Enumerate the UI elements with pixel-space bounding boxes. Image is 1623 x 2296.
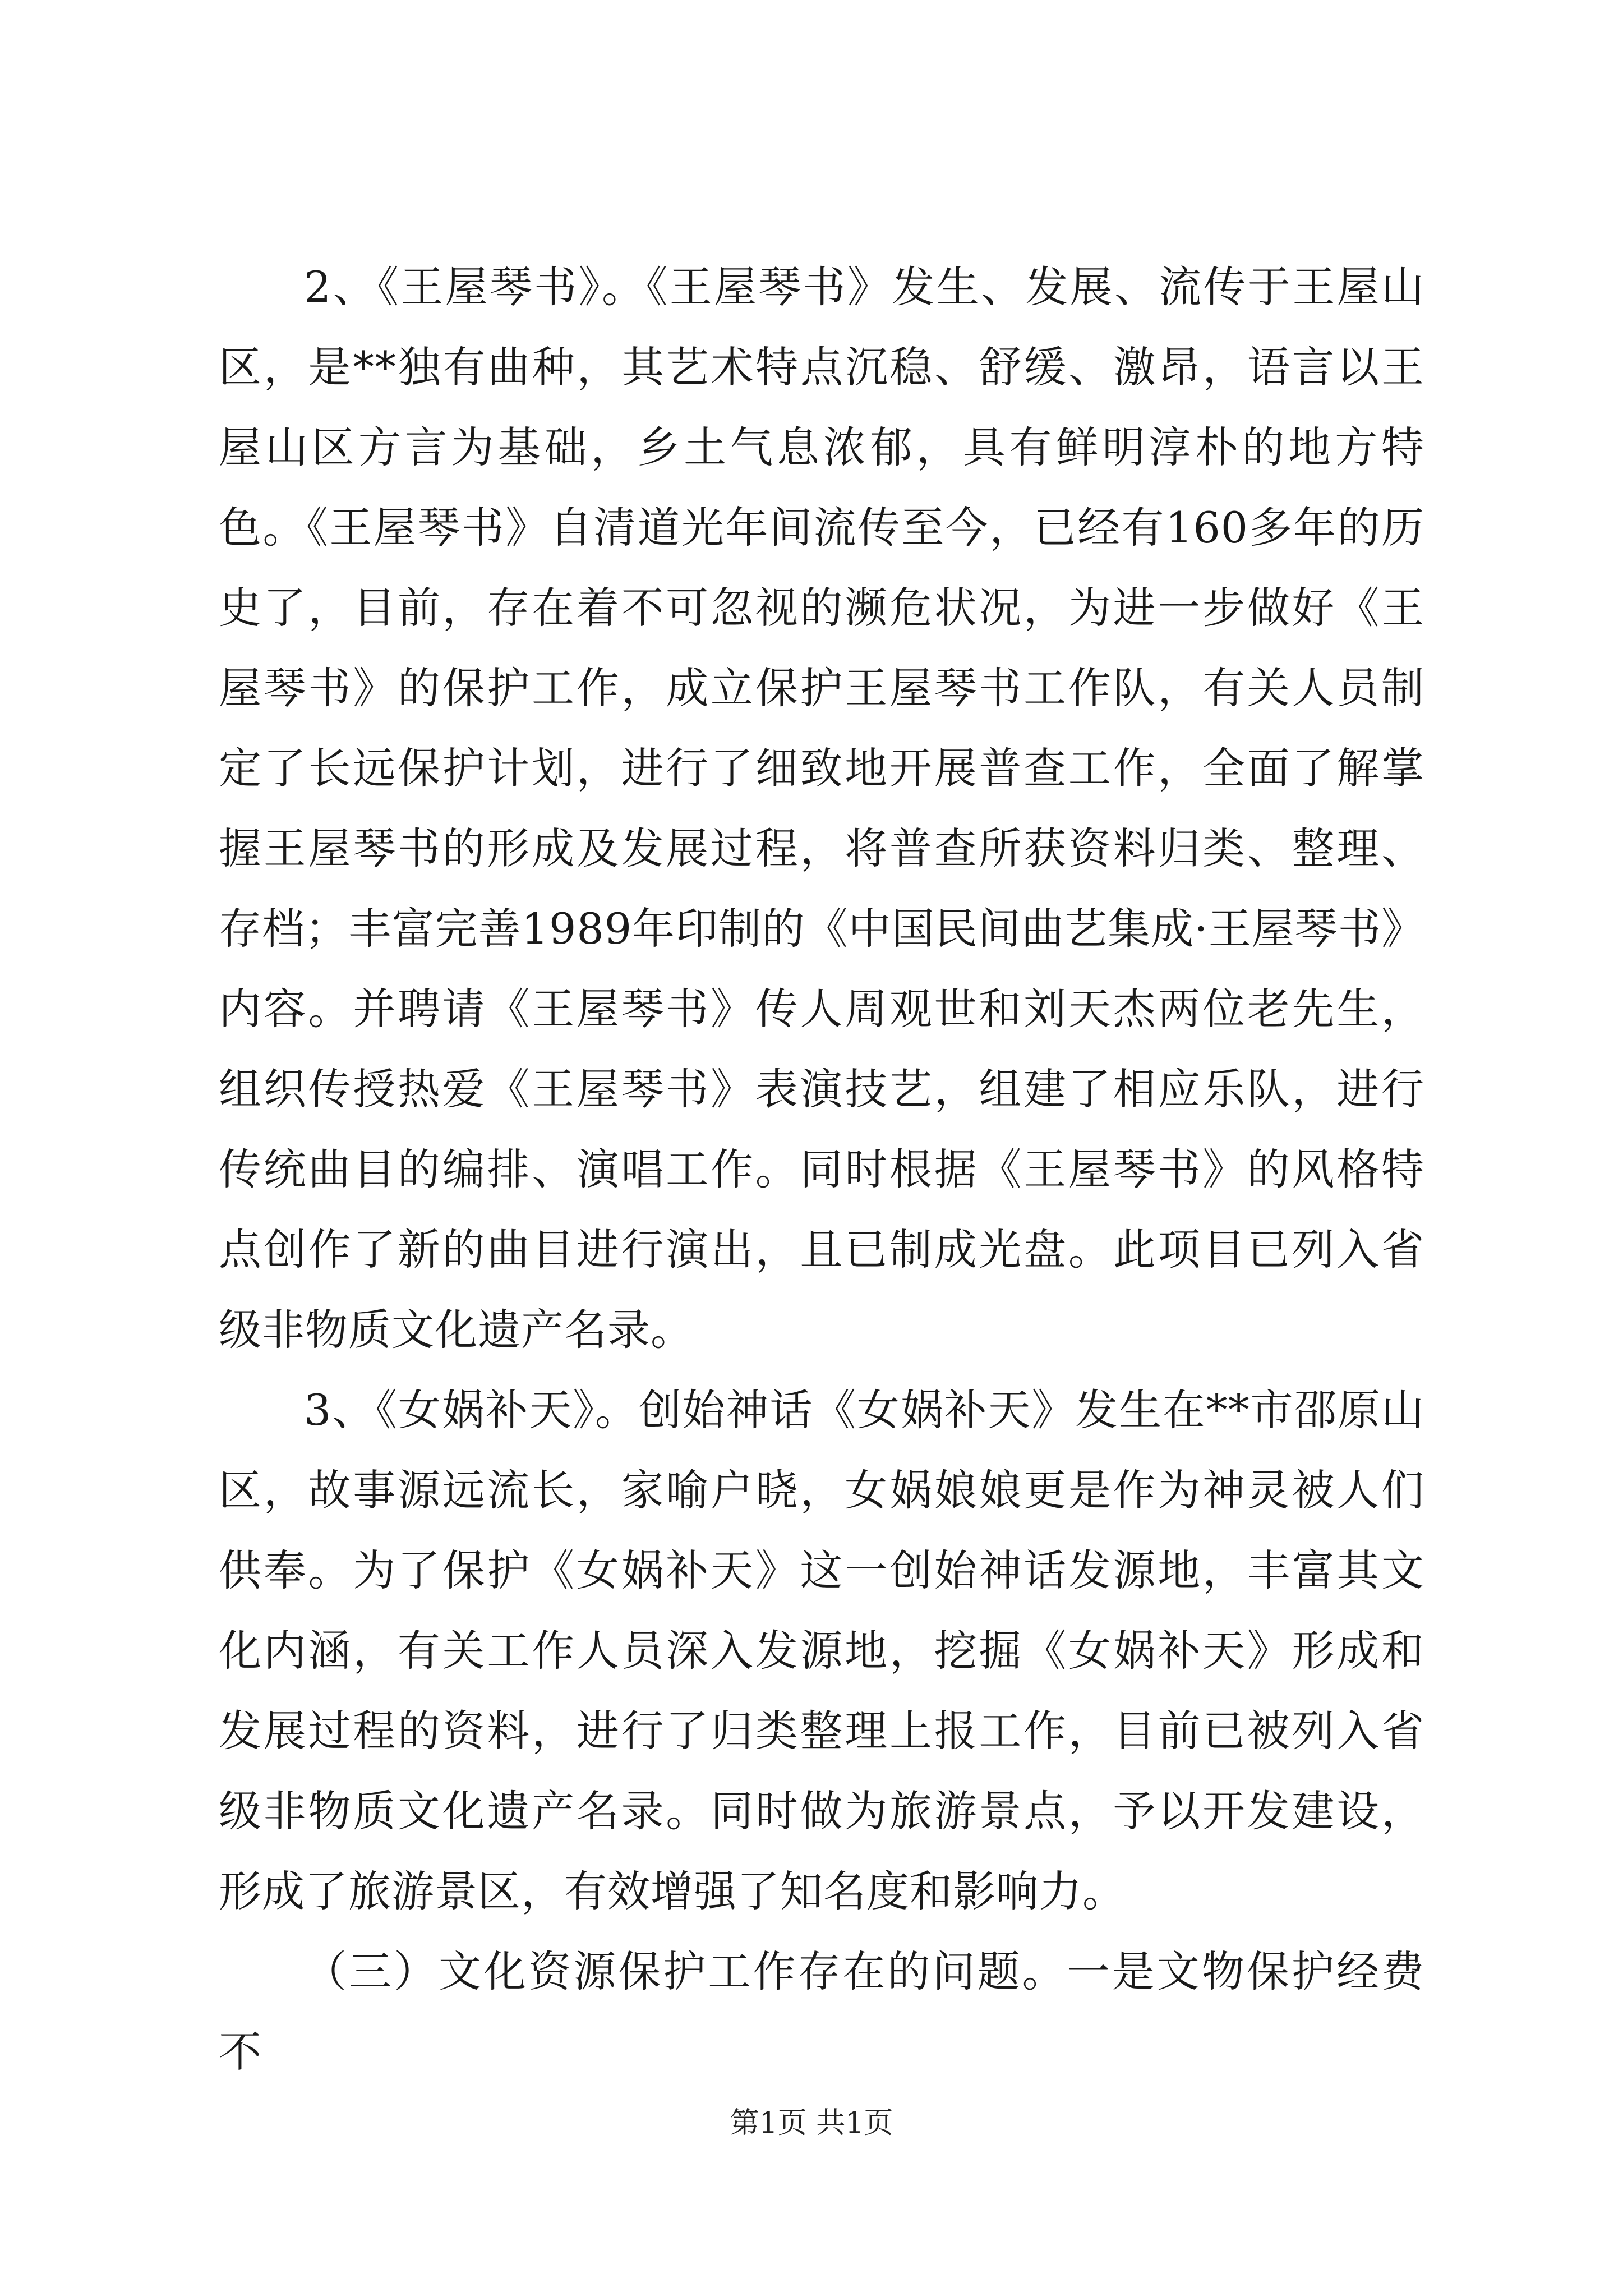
- page-footer: 第1页 共1页: [730, 2106, 893, 2140]
- document-body: [219, 247, 1424, 2092]
- paragraph-nuwa-butian: 3、《女娲补天》。创始神话《女娲补天》发生在**市邵原山区，故事源远流长，家喻户晓，女娲娘娘更是作为神灵被人们供奉。为了保护《女娲补天》这一创始神话发源地，丰富其文化内涵，有关工作人员深入发源地，挖掘《女娲补天》形成和发展过程的资料，进行了归类整理上报工作，目前已被列入省级非物质文化遗产名录。同时做为旅游景点，予以开发建设，形成了旅游景区，有效增强了知名度和影响力。: [219, 1385, 1424, 1916]
- paragraph-problems: （三）文化资源保护工作存在的问题。一是文物保护经费不: [219, 1947, 1424, 2077]
- paragraph-wangwu-qinshu: 2、《王屋琴书》。《王屋琴书》发生、发展、流传于王屋山区，是**独有曲种，其艺术特点沉稳、舒缓、激昂，语言以王屋山区方言为基础，乡土气息浓郁，具有鲜明淳朴的地方特色。《王屋琴书》自清道光年间流传至今，已经有160多年的历史了，目前，存在着不可忽视的濒危状况，为进一步做好《王屋琴书》的保护工作，成立保护王屋琴书工作队，有关人员制定了长远保护计划，进行了细致地开展普查工作，全面了解掌握王屋琴书的形成及发展过程，将普查所获资料归类、整理、存档；丰富完善1989年印制的《中国民间曲艺集成·王屋琴书》内容。并聘请《王屋琴书》传人周观世和刘天杰两位老先生，组织传授热爱《王屋琴书》表演技艺，组建了相应乐队，进行传统曲目的编排、演唱工作。同时根据《王屋琴书》的风格特点创作了新的曲目进行演出，且已制成光盘。此项目已列入省级非物质文化遗产名录。: [219, 262, 1424, 1355]
